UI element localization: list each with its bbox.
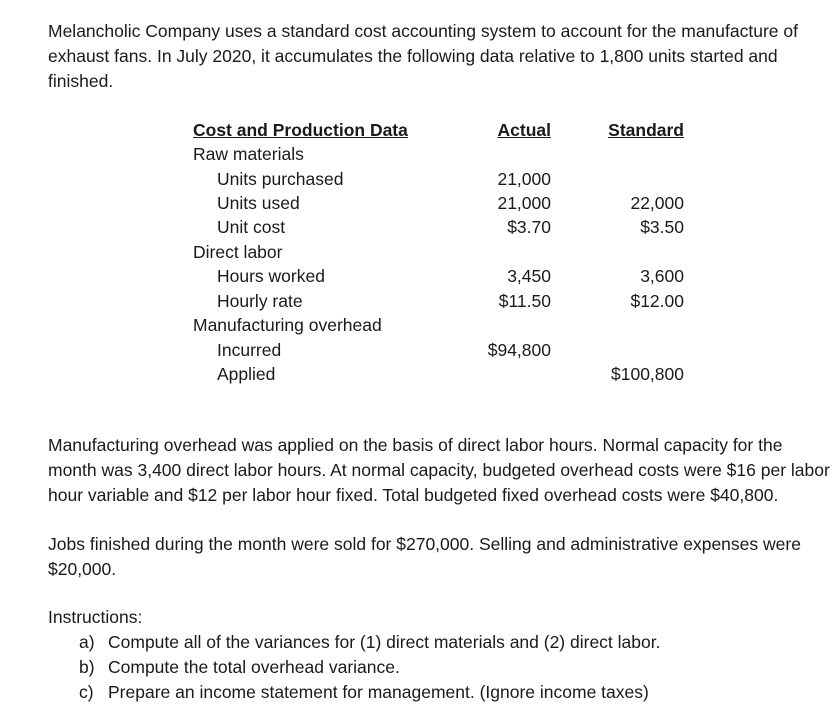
row-label-direct-labor: Direct labor [193, 242, 283, 262]
units-used-actual: 21,000 [497, 193, 551, 213]
header-standard: Standard [608, 120, 684, 140]
incurred-actual: $94,800 [487, 340, 551, 360]
row-label-unit-cost: Unit cost [217, 217, 286, 237]
row-label-hourly-rate: Hourly rate [217, 291, 303, 311]
instruction-item [79, 680, 660, 705]
row-label-manufacturing-overhead: Manufacturing overhead [193, 315, 382, 335]
hourly-rate-standard: $12.00 [630, 291, 684, 311]
applied-standard: $100,800 [611, 364, 684, 384]
row-label-applied: Applied [217, 364, 276, 384]
instruction-marker: a) [79, 632, 95, 652]
row-label-units-purchased: Units purchased [217, 169, 344, 189]
units-purchased-actual: 21,000 [497, 169, 551, 189]
row-label-incurred: Incurred [217, 340, 282, 360]
hours-worked-actual: 3,450 [507, 266, 551, 286]
intro-paragraph: Melancholic Company uses a standard cost accounting system to account for the manufacture of exhaust fans. In July 2020, it accumulates the following data relative to 1,800 units started and finished. [48, 21, 798, 91]
units-used-standard: 22,000 [630, 193, 684, 213]
unit-cost-standard: $3.50 [640, 217, 684, 237]
instruction-text: Compute all of the variances for (1) direct materials and (2) direct labor. [108, 632, 661, 652]
instruction-item [79, 655, 660, 680]
instruction-text: Compute the total overhead variance. [108, 657, 400, 677]
row-label-units-used: Units used [217, 193, 300, 213]
hourly-rate-actual: $11.50 [498, 291, 551, 311]
row-label-raw-materials: Raw materials [193, 144, 304, 164]
row-label-hours-worked: Hours worked [217, 266, 325, 286]
instructions-title: Instructions: [48, 607, 143, 627]
hours-worked-standard: 3,600 [640, 266, 684, 286]
instruction-text: Prepare an income statement for management. (Ignore income taxes) [108, 682, 649, 702]
overhead-paragraph: Manufacturing overhead was applied on the basis of direct labor hours. Normal capacity for the month was 3,400 direct labor hours. At normal capacity, budgeted overhead costs were $16 per labor hour variable and $12 per labor hour fixed. Total budgeted fixed overhead costs were $40,800. [48, 435, 830, 505]
instruction-item [79, 630, 660, 655]
unit-cost-actual: $3.70 [507, 217, 551, 237]
header-actual: Actual [497, 120, 551, 140]
instructions-list [79, 630, 660, 705]
instruction-marker: c) [79, 682, 94, 702]
instruction-marker: b) [79, 657, 95, 677]
sales-paragraph: Jobs finished during the month were sold for $270,000. Selling and administrative expenses were $20,000. [48, 534, 801, 579]
header-cost-production-data: Cost and Production Data [193, 120, 408, 140]
